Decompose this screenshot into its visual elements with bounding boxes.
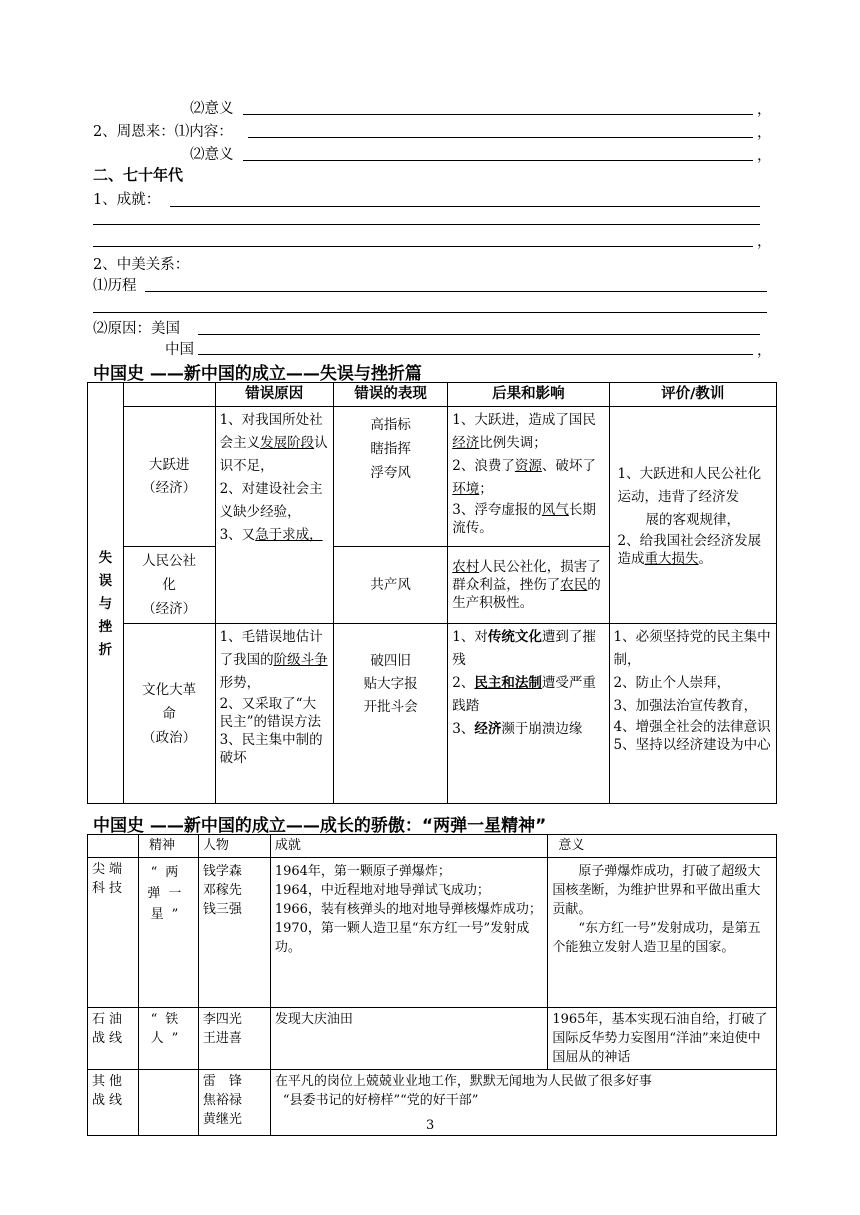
field-cell: 其他战线 <box>88 1070 139 1136</box>
table2-title: 中国史 ——新中国的成立——成长的骄傲：“两弹一星精神” <box>93 816 547 836</box>
blank-line <box>93 246 753 247</box>
cause-cell-1: 1、对我国所处社会主义发展阶段认识不足， 2、对建设社会主义缺少经验， 3、又急于求成， <box>215 407 333 624</box>
blank-line <box>243 114 753 115</box>
side-label: 失 误 与 挫 折 <box>88 407 124 804</box>
spirit-cell: “两弹一星” <box>138 858 198 1008</box>
effect-cell-2: 农村人民公社化，损害了群众利益，挫伤了农民的生产积极性。 <box>448 547 609 624</box>
table-header-row <box>88 383 777 407</box>
mistakes-table <box>87 382 777 804</box>
header-achievements: 成就 <box>270 835 548 858</box>
blank-line <box>145 291 767 292</box>
sino-us-label: 2、中美关系： <box>93 257 190 273</box>
page-number: 3 <box>426 1118 435 1133</box>
great-leap-label: 大跃进 （经济） <box>123 407 215 547</box>
eval-cell-1: 1、大跃进和人民公社化运动，违背了经济发 展的客观规律， 2、给我国社会经济发展造成重大损失。 <box>609 407 776 624</box>
blank-line <box>198 334 760 335</box>
cause-cell-3: 1、毛错误地估计了我国的阶级斗争形势， 2、又采取了“大民主”的错误方法 3、民主集中制的破坏 <box>215 624 333 804</box>
achievement-label: 1、成就： <box>93 192 161 208</box>
achievement-cell: 发现大庆油田 <box>270 1008 548 1070</box>
blank-line <box>248 137 753 138</box>
blank-line <box>93 312 767 313</box>
show-cell-3: 破四旧 贴大字报 开批斗会 <box>333 624 447 804</box>
meaning-cell: 原子弹爆炸成功，打破了超级大国核垄断，为维护世界和平做出重大贡献。 “东方红一号”发射成功，是第五个能独立发射人造卫星的国家。 <box>548 858 777 1008</box>
field-cell: 石油战线 <box>88 1008 139 1070</box>
effect-cell-3: 1、对传统文化遭到了摧残 2、民主和法制遭受严重践踏 3、经济濒于崩溃边缘 <box>448 624 609 804</box>
header-effect: 后果和影响 <box>448 383 609 407</box>
comma: ， <box>757 148 772 164</box>
achievement-cell: 在平凡的岗位上兢兢业业地工作，默默无闻地为人民做了很多好事 “县委书记的好榜样”“党的好干部” <box>270 1070 776 1136</box>
effect-cell-1: 1、大跃进，造成了国民经济比例失调； 2、浪费了资源、破坏了环境； 3、浮夸虚报的风气长期流传。 <box>448 407 609 547</box>
zhou-meaning-label: ⑵意义 <box>190 147 234 163</box>
blank-line <box>93 224 760 225</box>
eval-cell-3: 1、必须坚持党的民主集中制， 2、防止个人崇拜， 3、加强法治宣传教育， 4、增强全社会的法律意识 5、坚持以经济建设为中心 <box>609 624 776 804</box>
spirit-cell <box>138 1070 198 1136</box>
table1-title: 中国史 ——新中国的成立——失误与挫折篇 <box>93 364 422 384</box>
reason-usa-label: ⑵原因：美国 <box>93 321 180 337</box>
blank-line <box>198 354 753 355</box>
two-bombs-table <box>87 834 777 1136</box>
meaning-cell: 1965年，基本实现石油自给，打破了国际反华势力妄图用“洋油”来迫使中国屈从的神话 <box>548 1008 777 1070</box>
table-row <box>88 407 777 547</box>
table-header-row <box>88 835 777 858</box>
people-cell: 钱学森 邓稼先 钱三强 <box>198 858 270 1008</box>
table-row <box>88 858 777 1008</box>
header-cause: 错误原因 <box>215 383 333 407</box>
reason-china-label: 中国 <box>165 342 194 358</box>
table-row <box>88 1008 777 1070</box>
show-cell-1: 高指标 瞎指挥 浮夸风 <box>333 407 447 547</box>
process-label: ⑴历程 <box>93 278 137 294</box>
show-cell-2: 共产风 <box>333 547 447 624</box>
section-heading-70s: 二、七十年代 <box>93 166 184 184</box>
comma: ， <box>757 343 772 359</box>
header-meaning: 意义 <box>548 835 777 858</box>
cultural-revolution-label: 文化大革 命 （政治） <box>123 624 215 804</box>
spirit-cell: “铁人” <box>138 1008 198 1070</box>
blank-line <box>243 160 753 161</box>
table-row <box>88 624 777 804</box>
blank-line <box>170 206 760 207</box>
zhou-intro-meaning-label: ⑵意义 <box>190 101 234 117</box>
people-cell: 雷 锋 焦裕禄 黄继光 <box>198 1070 270 1136</box>
achievement-cell: 1964年，第一颗原子弹爆炸； 1964，中近程地对地导弹试飞成功； 1966，装有核弹头的地对地导弹核爆炸成功； 1970，第一颗人造卫星“东方红一号”发射成功。 <box>270 858 548 1008</box>
header-spirit: 精神 <box>138 835 198 858</box>
comma: ， <box>757 125 772 141</box>
people-cell: 李四光 王进喜 <box>198 1008 270 1070</box>
comma: ， <box>757 102 772 118</box>
header-eval: 评价/教训 <box>609 383 776 407</box>
field-cell: 尖端科技 <box>88 858 139 1008</box>
zhou-content-label: 2、周恩来：⑴内容： <box>93 124 233 140</box>
header-show: 错误的表现 <box>333 383 447 407</box>
commune-label: 人民公社 化 （经济） <box>123 547 215 624</box>
header-people: 人物 <box>198 835 270 858</box>
comma: ， <box>757 234 772 250</box>
